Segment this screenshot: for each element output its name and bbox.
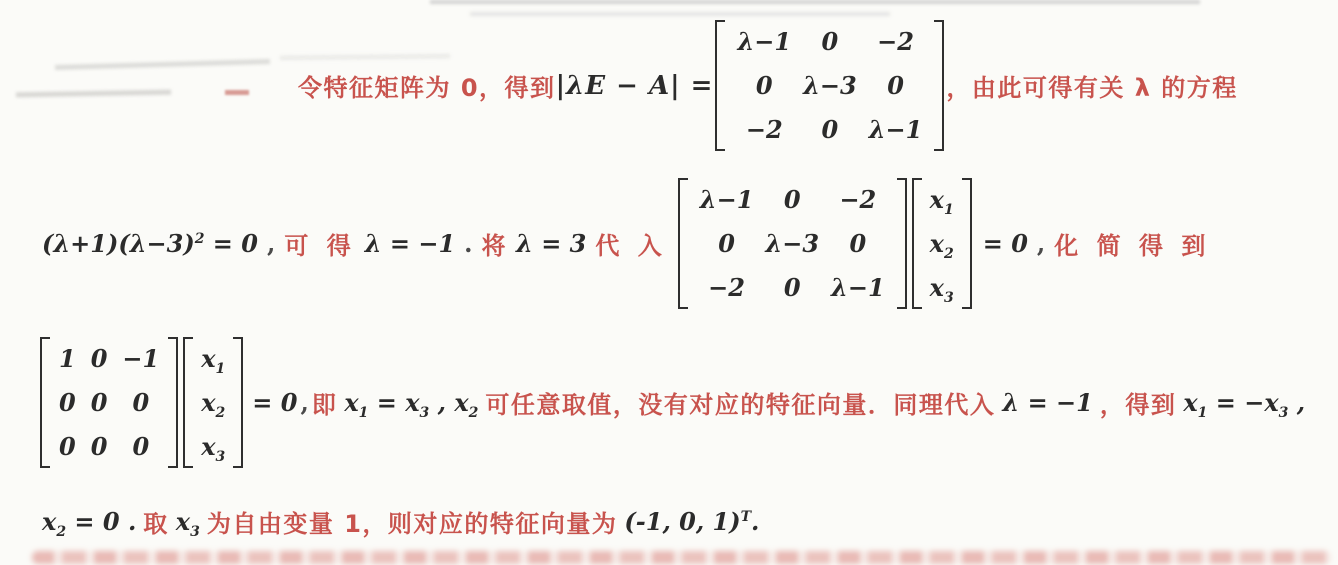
matrix-cell: 0 — [90, 388, 108, 417]
line4-red-qu: 取 — [143, 510, 169, 538]
matrix-cell: λ−1 — [699, 185, 754, 214]
matrix-cell: λ−1 — [737, 27, 792, 56]
line2-red-jiang: 将 — [481, 232, 508, 260]
left-bracket — [912, 178, 922, 309]
solution-line-3 — [38, 337, 1305, 468]
right-bracket — [233, 337, 243, 468]
matrix-cell: 0 — [90, 344, 108, 373]
cut-off-text-blur-bottom — [32, 551, 1332, 564]
matrix-cell: −2 — [745, 115, 783, 144]
vector-cell: $x_1$ — [929, 185, 954, 218]
vector-cell: $x_3$ — [201, 432, 226, 465]
equals-zero: = 0 — [252, 388, 298, 417]
matrix-cell: λ−1 — [831, 273, 885, 302]
characteristic-equation — [42, 229, 258, 258]
right-bracket — [168, 337, 178, 468]
left-bracket — [183, 337, 193, 468]
matrix-cell: −2 — [877, 27, 914, 56]
separator: . — [464, 229, 473, 258]
line3-red-dedao: ，得到 — [1099, 391, 1177, 419]
scan-smudge — [470, 12, 890, 16]
lambda-matrix — [715, 20, 944, 151]
eigenvalue-neg1: λ = −1 — [1002, 388, 1093, 417]
separator: , — [1036, 229, 1046, 258]
matrix-cell: 0 — [59, 432, 76, 461]
line1-red-intro: 令特征矩阵为 0，得到 — [298, 74, 556, 102]
eq-exponent: 2 — [194, 231, 205, 247]
matrix-cell: 1 — [59, 344, 76, 373]
eigenvector-result: (-1, 0, 1)$^T$. — [624, 507, 760, 536]
eigenvalue-neg1: λ = −1 — [364, 229, 456, 258]
matrix-cell: 0 — [821, 115, 839, 144]
line2-red-huajian: 化 简 得 到 — [1054, 232, 1211, 260]
x-vector-grid — [193, 337, 233, 468]
matrix-cell: −1 — [122, 344, 160, 373]
left-bracket — [678, 178, 688, 309]
simplified-matrix-grid — [50, 337, 168, 468]
scan-smudge — [225, 90, 249, 95]
vector-cell: $x_1$ — [201, 344, 226, 377]
right-bracket — [897, 178, 907, 309]
left-bracket — [40, 337, 50, 468]
x2-equals-zero: $x_2 = 0$ . — [42, 507, 137, 540]
matrix-cell: 0 — [849, 229, 867, 258]
x-relation-2: $x_1 = -x_3$ , — [1183, 388, 1306, 421]
matrix-cell: 0 — [59, 388, 76, 417]
matrix-cell: 0 — [132, 388, 150, 417]
vector-cell: $x_2$ — [201, 388, 226, 421]
matrix-cell: 0 — [821, 27, 839, 56]
matrix-cell: λ−3 — [803, 71, 857, 100]
matrix-cell: 0 — [132, 432, 150, 461]
x-vector — [912, 178, 972, 309]
right-bracket — [962, 178, 972, 309]
cut-off-text-blur-top — [430, 0, 1200, 4]
solution-line-4 — [42, 504, 759, 539]
eq-tail: = 0 — [204, 229, 258, 258]
eigenvalue-3: λ = 3 — [516, 229, 587, 258]
matrix-cell: 0 — [783, 185, 801, 214]
line2-red-kede: 可 得 — [284, 232, 356, 260]
scan-smudge — [16, 90, 171, 98]
line2-red-dairu: 代 入 — [595, 232, 667, 260]
matrix-cell: −2 — [839, 185, 877, 214]
matrix-cell: 0 — [783, 273, 801, 302]
simplified-matrix — [40, 337, 178, 468]
vector-cell: $x_2$ — [929, 229, 954, 262]
solution-line-2 — [42, 178, 1210, 309]
left-bracket — [715, 20, 725, 151]
lambda-matrix — [678, 178, 907, 309]
solution-line-1 — [298, 20, 1238, 151]
lambda-matrix-grid — [725, 20, 934, 151]
equals-zero: = 0 — [982, 229, 1028, 258]
line4-red-free-var: 为自由变量 1，则对应的特征向量为 — [206, 510, 618, 538]
x-relation: $x_1 = x_3$ , $x_2$ — [344, 388, 479, 421]
separator: , — [266, 229, 276, 258]
eq-base: (λ+1)(λ−3) — [42, 229, 195, 258]
matrix-cell: 0 — [90, 432, 108, 461]
lambda-matrix-grid — [688, 178, 897, 309]
line3-red-middle: 可任意取值，没有对应的特征向量．同理代入 — [485, 391, 996, 419]
matrix-cell: λ−1 — [868, 115, 923, 144]
x-vector — [183, 337, 243, 468]
matrix-cell: 0 — [887, 71, 904, 100]
matrix-cell: −2 — [708, 273, 745, 302]
line1-red-tail: ，由此可得有关 λ 的方程 — [946, 74, 1238, 102]
scan-smudge — [55, 59, 270, 70]
x3-variable: $x_3$ — [175, 507, 200, 540]
right-bracket — [934, 20, 944, 151]
matrix-cell: 0 — [718, 229, 735, 258]
line3-red-ji: 即 — [311, 391, 338, 419]
matrix-cell: λ−3 — [765, 229, 820, 258]
determinant-expression: |λE − A| = — [555, 70, 714, 101]
vector-cell: $x_3$ — [929, 273, 954, 306]
matrix-cell: 0 — [755, 71, 773, 100]
separator: , — [300, 388, 309, 417]
x-vector-grid — [922, 178, 962, 309]
